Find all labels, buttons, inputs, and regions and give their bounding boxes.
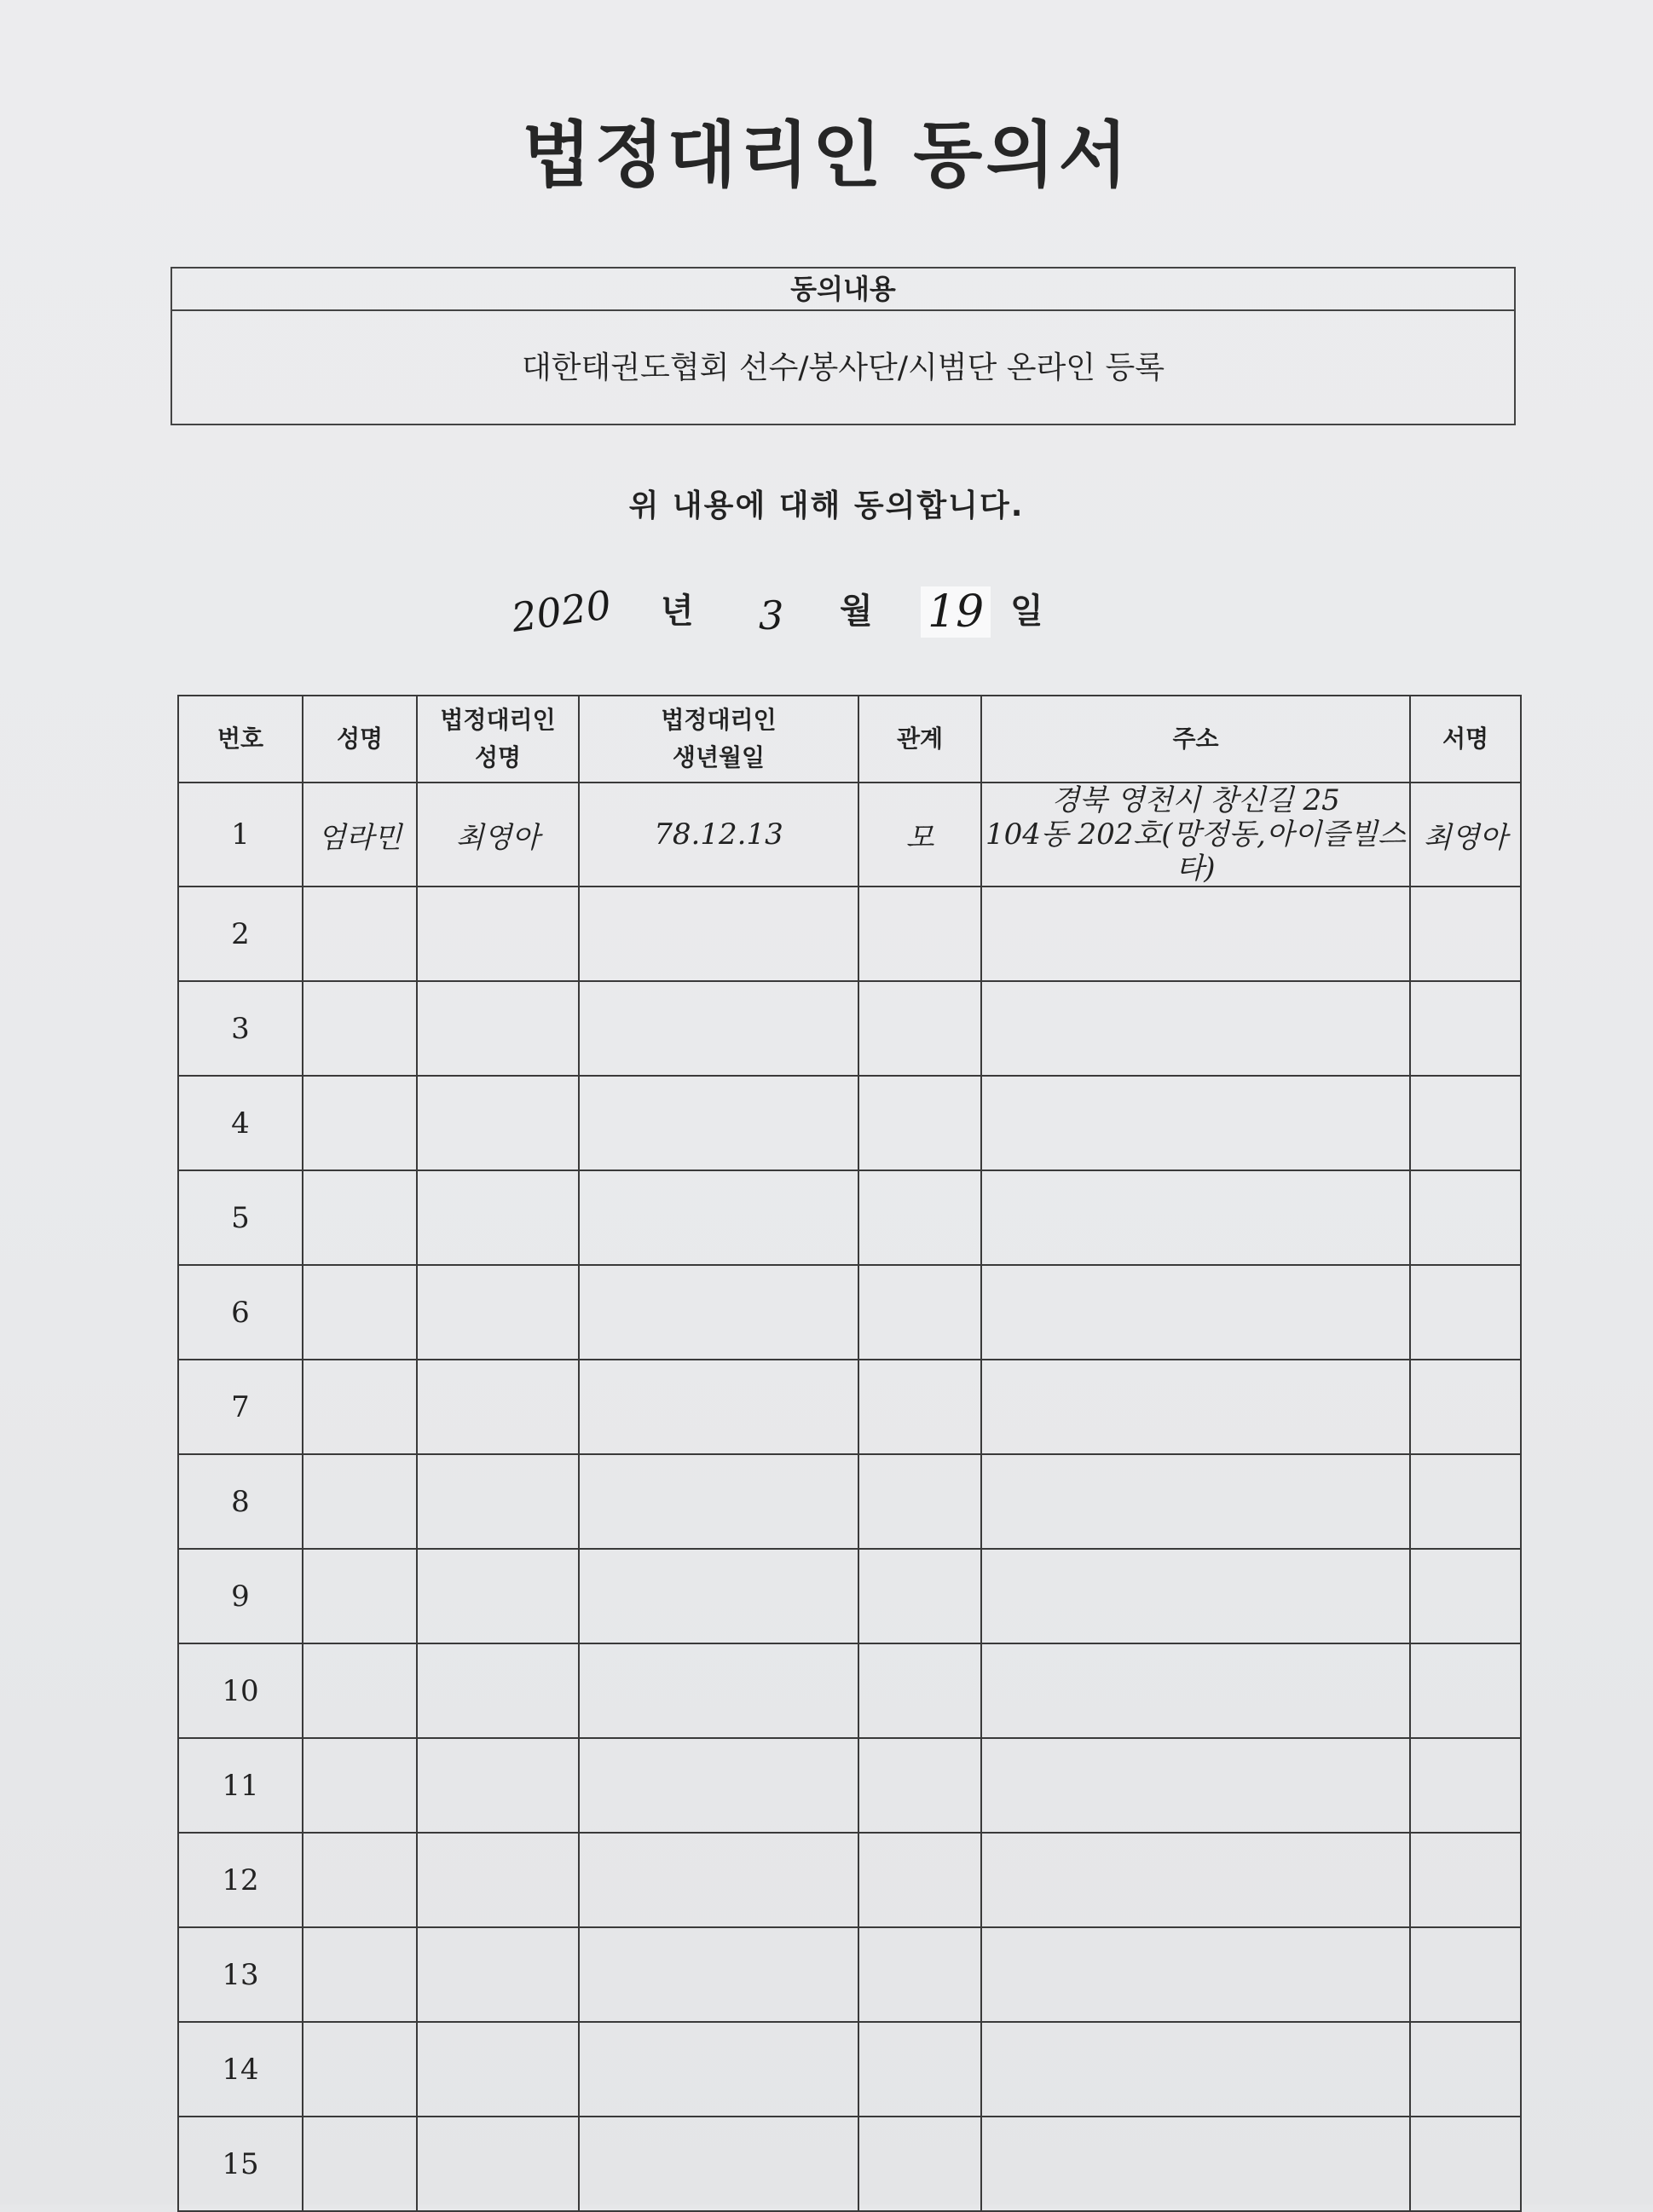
empty-cell [579, 887, 858, 981]
participant-name: 엄라민 [303, 783, 417, 887]
empty-cell [858, 1738, 981, 1833]
empty-cell [579, 1738, 858, 1833]
table-row [178, 2117, 1521, 2211]
empty-cell [1410, 887, 1521, 981]
date-day-handwritten: 19 [921, 586, 991, 638]
empty-cell [981, 1549, 1410, 1643]
table-row [178, 1927, 1521, 2022]
empty-cell [303, 1170, 417, 1265]
date-year-label: 년 [661, 592, 694, 631]
empty-cell [981, 1833, 1410, 1927]
empty-cell [858, 1454, 981, 1549]
date-month-handwritten: 3 [759, 592, 784, 638]
empty-cell [579, 981, 858, 1076]
empty-cell [417, 1833, 579, 1927]
empty-cell [303, 1738, 417, 1833]
row-number: 4 [178, 1076, 303, 1170]
empty-cell [1410, 1265, 1521, 1360]
registration-table [177, 695, 1522, 2212]
table-row [178, 1076, 1521, 1170]
empty-cell [981, 1643, 1410, 1738]
table-header-row [178, 696, 1521, 783]
header-guardian-birth [579, 696, 858, 783]
header-name: 성명 [303, 696, 417, 783]
table-row [178, 1549, 1521, 1643]
empty-cell [417, 887, 579, 981]
date-day-label: 일 [1010, 592, 1043, 631]
empty-cell [1410, 1076, 1521, 1170]
empty-cell [303, 887, 417, 981]
empty-cell [303, 1076, 417, 1170]
row-number: 14 [178, 2022, 303, 2117]
header-signature: 서명 [1410, 696, 1521, 783]
empty-cell [858, 2117, 981, 2211]
empty-cell [981, 2022, 1410, 2117]
empty-cell [303, 2117, 417, 2211]
empty-cell [579, 1833, 858, 1927]
empty-cell [417, 1076, 579, 1170]
row-number: 15 [178, 2117, 303, 2211]
empty-cell [417, 1927, 579, 2022]
empty-cell [417, 1454, 579, 1549]
empty-cell [1410, 1643, 1521, 1738]
row-number: 8 [178, 1454, 303, 1549]
consent-header: 동의내용 [172, 269, 1514, 311]
empty-cell [858, 1170, 981, 1265]
empty-cell [981, 1076, 1410, 1170]
date-year-handwritten: 2020 [508, 581, 615, 641]
empty-cell [579, 1927, 858, 2022]
row-number: 5 [178, 1170, 303, 1265]
empty-cell [981, 981, 1410, 1076]
table-row [178, 783, 1521, 887]
table-row [178, 1454, 1521, 1549]
empty-cell [858, 1076, 981, 1170]
empty-cell [303, 2022, 417, 2117]
row-number: 9 [178, 1549, 303, 1643]
table-row [178, 887, 1521, 981]
empty-cell [1410, 1170, 1521, 1265]
empty-cell [417, 1360, 579, 1454]
empty-cell [1410, 2022, 1521, 2117]
guardian-name: 최영아 [417, 783, 579, 887]
empty-cell [981, 1927, 1410, 2022]
header-relation: 관계 [858, 696, 981, 783]
document-title: 법정대리인 동의서 [522, 113, 1131, 197]
empty-cell [1410, 1549, 1521, 1643]
agree-statement: 위 내용에 대해 동의합니다. [628, 488, 1025, 523]
table-row [178, 1170, 1521, 1265]
empty-cell [579, 1643, 858, 1738]
empty-cell [1410, 2117, 1521, 2211]
empty-cell [579, 1454, 858, 1549]
empty-cell [579, 1170, 858, 1265]
empty-cell [858, 1549, 981, 1643]
row-number: 12 [178, 1833, 303, 1927]
empty-cell [981, 887, 1410, 981]
table-row [178, 1738, 1521, 1833]
row-number: 13 [178, 1927, 303, 2022]
relation: 모 [858, 783, 981, 887]
empty-cell [303, 1643, 417, 1738]
empty-cell [1410, 1738, 1521, 1833]
empty-cell [858, 1360, 981, 1454]
table-row [178, 1833, 1521, 1927]
empty-cell [1410, 1833, 1521, 1927]
empty-cell [1410, 1927, 1521, 2022]
empty-cell [417, 2117, 579, 2211]
header-no: 번호 [178, 696, 303, 783]
empty-cell [303, 1833, 417, 1927]
empty-cell [858, 981, 981, 1076]
empty-cell [417, 1170, 579, 1265]
empty-cell [579, 1549, 858, 1643]
empty-cell [303, 1549, 417, 1643]
empty-cell [981, 1265, 1410, 1360]
empty-cell [858, 2022, 981, 2117]
header-guardian-name-line1: 법정대리인 [440, 706, 556, 734]
empty-cell [579, 1360, 858, 1454]
empty-cell [579, 1076, 858, 1170]
empty-cell [981, 1454, 1410, 1549]
empty-cell [858, 1265, 981, 1360]
empty-cell [1410, 1454, 1521, 1549]
empty-cell [579, 2022, 858, 2117]
table-row [178, 2022, 1521, 2117]
table-row [178, 981, 1521, 1076]
address-line2: 104동 202호(망정동,아이즐빌스타) [985, 817, 1407, 886]
row-number: 11 [178, 1738, 303, 1833]
header-address: 주소 [981, 696, 1410, 783]
empty-cell [858, 1927, 981, 2022]
table-row [178, 1360, 1521, 1454]
address [981, 783, 1410, 887]
empty-cell [1410, 981, 1521, 1076]
table-row [178, 1265, 1521, 1360]
empty-cell [858, 1643, 981, 1738]
header-guardian-name [417, 696, 579, 783]
empty-cell [579, 2117, 858, 2211]
empty-cell [303, 1360, 417, 1454]
empty-cell [417, 1265, 579, 1360]
table-row [178, 1643, 1521, 1738]
empty-cell [417, 1738, 579, 1833]
row-number: 7 [178, 1360, 303, 1454]
empty-cell [579, 1265, 858, 1360]
guardian-birthdate: 78.12.13 [579, 783, 858, 887]
empty-cell [858, 887, 981, 981]
row-number: 1 [178, 783, 303, 887]
empty-cell [303, 1454, 417, 1549]
header-guardian-name-line2: 성명 [474, 743, 522, 771]
empty-cell [981, 1738, 1410, 1833]
empty-cell [1410, 1360, 1521, 1454]
row-number: 6 [178, 1265, 303, 1360]
row-number: 2 [178, 887, 303, 981]
consent-content: 대한태권도협회 선수/봉사단/시범단 온라인 등록 [521, 350, 1165, 385]
consent-box [171, 267, 1516, 425]
row-number: 3 [178, 981, 303, 1076]
signature: 최영아 [1410, 783, 1521, 887]
empty-cell [981, 1360, 1410, 1454]
empty-cell [303, 1265, 417, 1360]
address-line1: 경북 영천시 창신길 25 [1051, 783, 1340, 817]
empty-cell [303, 1927, 417, 2022]
date-month-label: 월 [840, 592, 873, 631]
empty-cell [858, 1833, 981, 1927]
header-guardian-birth-line2: 생년월일 [672, 743, 766, 771]
empty-cell [417, 981, 579, 1076]
row-number: 10 [178, 1643, 303, 1738]
empty-cell [417, 2022, 579, 2117]
empty-cell [417, 1549, 579, 1643]
empty-cell [417, 1643, 579, 1738]
header-guardian-birth-line1: 법정대리인 [661, 706, 777, 734]
empty-cell [303, 981, 417, 1076]
empty-cell [981, 1170, 1410, 1265]
empty-cell [981, 2117, 1410, 2211]
